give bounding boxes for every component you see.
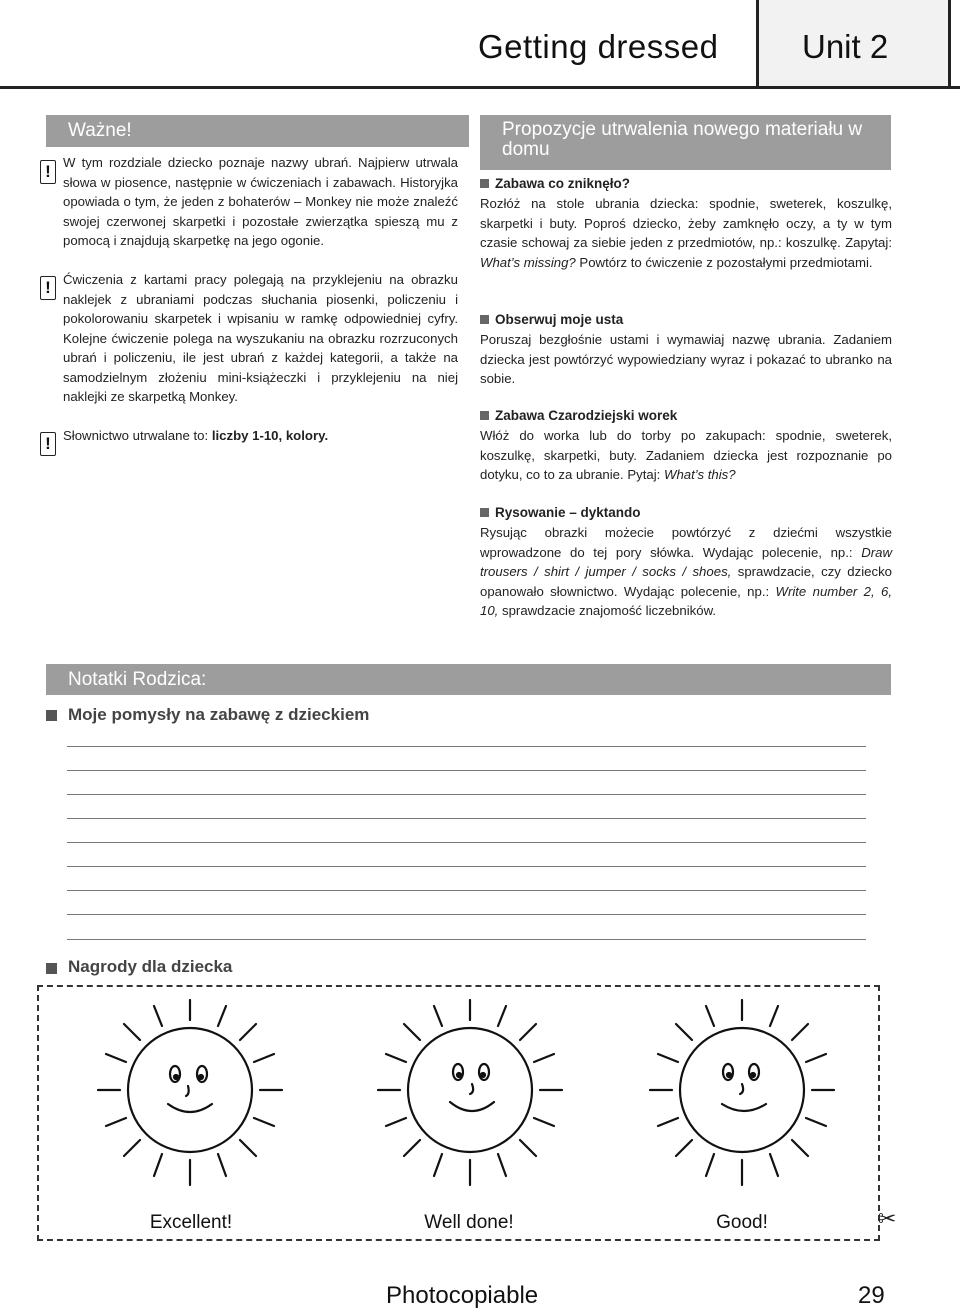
exclamation-icon: ! <box>40 432 56 456</box>
unit-tab-divider <box>756 0 759 88</box>
photocopiable-label: Photocopiable <box>386 1282 539 1309</box>
important-title: Ważne! <box>68 120 132 141</box>
writing-line[interactable] <box>67 770 866 771</box>
section-title-worek: Zabawa Czarodziejski worek <box>480 408 677 423</box>
header-rule <box>0 86 960 89</box>
writing-line[interactable] <box>67 818 866 819</box>
section-title-dyktando: Rysowanie – dyktando <box>480 505 641 520</box>
bullet-square-icon <box>480 508 489 517</box>
section-title-usta: Obserwuj moje usta <box>480 312 623 327</box>
award-caption: Well done! <box>424 1212 514 1233</box>
vocab-topics: liczby 1-10, kolory. <box>211 428 329 443</box>
page-title: Getting dressed <box>478 28 719 65</box>
sun-award-3 <box>642 990 842 1210</box>
bullet-square-icon <box>480 411 489 420</box>
section-text-usta: Poruszaj bezgłośnie ustami i wymawiaj nazwę ubrania. Zadaniem dziecka jest powtórzyć wypowiedziany wyraz i pokazać to ubranko na sobie. <box>480 332 892 386</box>
writing-line[interactable] <box>67 914 866 915</box>
important-paragraph-3 <box>63 426 458 446</box>
section-text-dyktando: Rysując obrazki możecie powtórzyć z dziećmi wszystkie wprowadzone do tej pory słówka. Wydając polecenie, np.: Draw trousers / shirt / jumper / socks / shoes, sprawdzacie, czy dziecko opanowało słownictwo. Wydając polecenie, np.: Write number 2, 6, 10, sprawdzacie znajomość liczebników. <box>480 525 893 618</box>
exclamation-icon: ! <box>40 160 56 184</box>
sun-award-1 <box>90 990 290 1210</box>
home-ideas-header <box>480 115 891 170</box>
vocab-prefix: Słownictwo utrwalane to: <box>63 428 212 443</box>
bullet-square-icon <box>46 710 57 721</box>
ideas-label: Moje pomysły na zabawę z dzieckiem <box>68 705 370 724</box>
writing-line[interactable] <box>67 842 866 843</box>
prizes-label: Nagrody dla dziecka <box>68 957 233 976</box>
section-title-zabawa: Zabawa co zniknęło? <box>480 176 630 191</box>
section-text-worek: Włóż do worka lub do torby po zakupach: spodnie, sweterek, koszulkę, skarpetki, buty. Zadaniem dziecka jest rozpoznanie po dotyku, co to za ubranie. Pytaj: What’s this? <box>480 428 892 482</box>
section-text-zabawa: Rozłóż na stole ubrania dziecka: spodnie, sweterek, koszulkę, skarpetki i buty. Poproś dziecko, żeby zamknęło oczy, a ty w tym czasie schowaj za siebie jeden z przedmiotów, np.: koszulkę. Zapytaj: What’s missing? Powtórz to ćwiczenie z pozostałymi przedmiotami. <box>480 196 892 270</box>
notes-title: Notatki Rodzica: <box>68 669 207 690</box>
exclamation-icon: ! <box>40 276 56 300</box>
writing-line[interactable] <box>67 794 866 795</box>
bullet-square-icon <box>480 315 489 324</box>
notes-header <box>46 664 891 695</box>
sun-award-2 <box>370 990 570 1210</box>
award-caption: Excellent! <box>149 1212 233 1233</box>
writing-line[interactable] <box>67 866 866 867</box>
important-paragraph-2: Ćwiczenia z kartami pracy polegają na przyklejeniu na obrazku naklejek z ubraniami podczas słuchania piosenki, policzeniu i pokolorowaniu skarpetek i wpisaniu w ramkę odpowiedniej cyfry. Kolejne ćwiczenie polega na wyszukaniu na obrazku rozrzuconych ubrań i policzeniu, ile jest ubrań z każdej kategorii, a także na samodzielnym złożeniu mini-książeczki i przyklejeniu na niej naklejki ze skarpetką Monkey. <box>63 272 458 404</box>
important-header <box>46 115 469 147</box>
important-paragraph-1: W tym rozdziale dziecko poznaje nazwy ubrań. Najpierw utrwala słowa w piosence, następnie w ćwiczeniach i zabawach. Historyjka opowiada o tym, że jeden z bohaterów – Monkey nie może znaleźć swojej czerwonej skarpetki i pozostałe zwierzątka spieszą mu z pomocą i znajdują skarpetkę na jego ogonie. <box>63 155 458 248</box>
writing-line[interactable] <box>67 890 866 891</box>
page-number: 29 <box>858 1282 885 1309</box>
writing-line[interactable] <box>67 939 866 940</box>
bullet-square-icon <box>480 179 489 188</box>
home-ideas-title: Propozycje utrwalenia nowego materiału w domu <box>502 119 863 160</box>
bullet-square-icon <box>46 963 57 974</box>
unit-tab-edge <box>948 0 951 88</box>
award-caption: Good! <box>716 1212 768 1233</box>
scissors-icon: ✂ <box>878 1206 897 1231</box>
unit-label: Unit 2 <box>802 28 889 65</box>
writing-line[interactable] <box>67 746 866 747</box>
